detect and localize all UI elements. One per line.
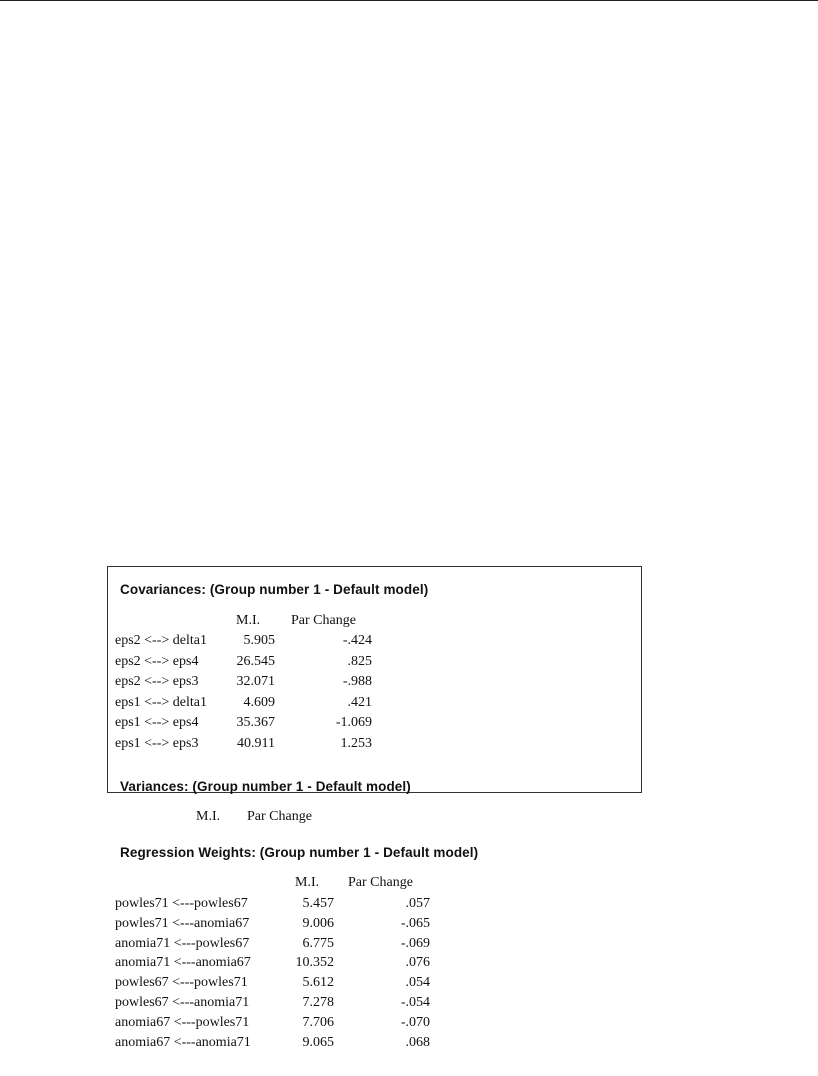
covariances-mi-value: 26.545 [236,653,275,669]
covariances-mi-value: 40.911 [237,735,275,751]
regression-row-label: anomia67 <---powles71 [115,1014,250,1030]
regression-par-change-value: -.065 [400,915,430,931]
covariances-col-mi: M.I. [236,613,261,628]
regression-par-change-value: .054 [405,975,430,991]
regression-mi-value: 5.457 [302,896,334,911]
regression-mi-value: 7.278 [302,995,334,1010]
covariances-mi-value: 5.905 [243,633,275,648]
covariances-mi-value: 32.071 [236,674,275,689]
covariances-par-change-value: .421 [347,694,372,710]
regression-weights-heading: Regression Weights: (Group number 1 - Default model) [120,845,479,860]
covariances-row-label: eps2 <--> delta1 [115,633,207,648]
covariances-par-change-value: -.424 [342,633,372,648]
covariances-row-label: eps1 <--> eps3 [115,735,199,751]
covariances-heading: Covariances: (Group number 1 - Default model) [120,582,429,597]
top-rule [0,0,818,1]
regression-mi-value: 9.006 [302,915,334,931]
regression-par-change-value: .068 [405,1034,430,1050]
regression-par-change-value: -.070 [400,1014,430,1030]
regression-mi-value: 10.352 [295,955,334,971]
covariances-par-change-value: -.988 [342,674,372,689]
covariances-par-change-value: 1.253 [340,735,372,751]
regression-col-par-change: Par Change [348,875,413,890]
covariances-col-par-change: Par Change [291,613,356,628]
regression-par-change-value: -.069 [400,935,430,951]
covariances-row-label: eps2 <--> eps3 [115,674,199,689]
covariances-row-label: eps1 <--> delta1 [115,694,207,710]
regression-mi-value: 7.706 [302,1014,334,1030]
covariances-row-label: eps1 <--> eps4 [115,715,199,730]
regression-row-label: anomia71 <---powles67 [115,935,250,951]
covariances-mi-value: 4.609 [243,694,275,710]
regression-row-label: powles71 <---powles67 [115,896,248,911]
regression-row-label: powles71 <---anomia67 [115,915,250,931]
regression-row-label: anomia67 <---anomia71 [115,1034,251,1050]
covariances-row-label: eps2 <--> eps4 [115,653,199,669]
covariances-mi-value: 35.367 [236,715,275,730]
regression-par-change-value: .076 [405,955,430,971]
regression-par-change-value: -.054 [400,995,430,1010]
regression-par-change-value: .057 [405,896,430,911]
regression-col-mi: M.I. [295,875,320,890]
modification-indices-output [107,566,642,1050]
regression-row-label: powles67 <---anomia71 [115,995,250,1010]
regression-mi-value: 6.775 [302,935,334,951]
variances-heading: Variances: (Group number 1 - Default model) [120,779,411,794]
regression-row-label: anomia71 <---anomia67 [115,955,251,971]
regression-mi-value: 5.612 [302,975,334,991]
regression-row-label: powles67 <---powles71 [115,975,248,991]
covariances-par-change-value: -1.069 [335,715,372,730]
variances-col-par-change: Par Change [247,809,312,824]
regression-mi-value: 9.065 [302,1034,334,1050]
variances-col-mi: M.I. [196,809,221,824]
covariances-par-change-value: .825 [347,653,372,669]
